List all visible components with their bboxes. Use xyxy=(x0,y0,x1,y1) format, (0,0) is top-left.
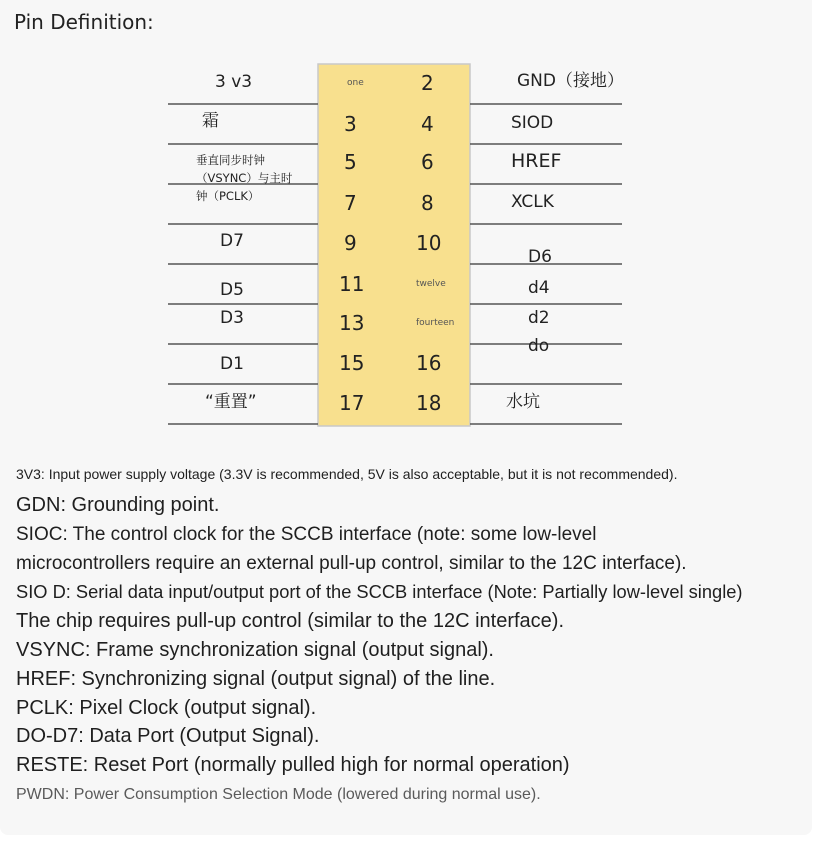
description-line: SIOC: The control clock for the SCCB interface (note: some low-level xyxy=(16,524,597,545)
pin-number: 13 xyxy=(339,311,365,335)
right-pin-label: d4 xyxy=(528,278,550,298)
right-pin-label: do xyxy=(528,336,550,356)
left-pin-label: D3 xyxy=(220,308,244,328)
pin-number: 6 xyxy=(421,150,434,174)
description-line: DO-D7: Data Port (Output Signal). xyxy=(16,725,320,747)
pin-number: 11 xyxy=(339,272,365,296)
left-pin-label: 垂直同步时钟（VSYNC）与主时钟（PCLK） xyxy=(196,153,293,203)
pin-number: 16 xyxy=(416,351,442,375)
description-line: VSYNC: Frame synchronization signal (output signal). xyxy=(16,639,494,661)
left-pin-label: D5 xyxy=(220,280,244,300)
pin-number: 3 xyxy=(344,112,357,136)
right-pin-label: SIOD xyxy=(511,113,554,133)
description-line: 3V3: Input power supply voltage (3.3V is recommended, 5V is also acceptable, but it is not recommended). xyxy=(16,466,678,482)
pin-number: fourteen xyxy=(416,318,455,328)
pin-number: 18 xyxy=(416,391,442,415)
description-line: The chip requires pull-up control (similar to the 12C interface). xyxy=(16,610,565,632)
description-line: SIO D: Serial data input/output port of the SCCB interface (Note: Partially low-level single) xyxy=(16,581,743,602)
pin-number: 8 xyxy=(421,191,434,215)
left-pin-label: “重置” xyxy=(205,392,257,412)
right-pin-label: HREF xyxy=(511,150,562,172)
pin-number: twelve xyxy=(416,279,446,289)
description-line: RESTE: Reset Port (normally pulled high for normal operation) xyxy=(16,754,570,776)
right-pin-label: d2 xyxy=(528,308,550,328)
pin-number: 4 xyxy=(421,112,434,136)
pin-number: 7 xyxy=(344,191,357,215)
right-pin-label: 水坑 xyxy=(506,392,540,412)
left-pin-label: 霜 xyxy=(202,111,219,131)
pin-number: 15 xyxy=(339,351,365,375)
description-line: GDN: Grounding point. xyxy=(16,494,220,516)
left-pin-label: 3 v3 xyxy=(215,72,253,92)
description-line: PCLK: Pixel Clock (output signal). xyxy=(16,697,317,719)
pin-number: 10 xyxy=(416,231,442,255)
left-pin-label: D1 xyxy=(220,354,244,374)
pin-number: one xyxy=(347,78,364,88)
page-title: Pin Definition: xyxy=(14,10,154,34)
right-pin-label: D6 xyxy=(528,247,552,267)
pin-number: 9 xyxy=(344,231,357,255)
right-pin-label: GND（接地） xyxy=(517,71,624,91)
description-line: PWDN: Power Consumption Selection Mode (lowered during normal use). xyxy=(16,786,541,803)
pin-number: 2 xyxy=(421,71,434,95)
right-pin-label: XCLK xyxy=(511,192,554,212)
description-line: microcontrollers require an external pull-up control, similar to the 12C interface). xyxy=(16,553,687,574)
pin-number: 17 xyxy=(339,391,365,415)
left-pin-label: D7 xyxy=(220,231,244,251)
description-line: HREF: Synchronizing signal (output signal) of the line. xyxy=(16,668,496,690)
pin-number: 5 xyxy=(344,150,357,174)
